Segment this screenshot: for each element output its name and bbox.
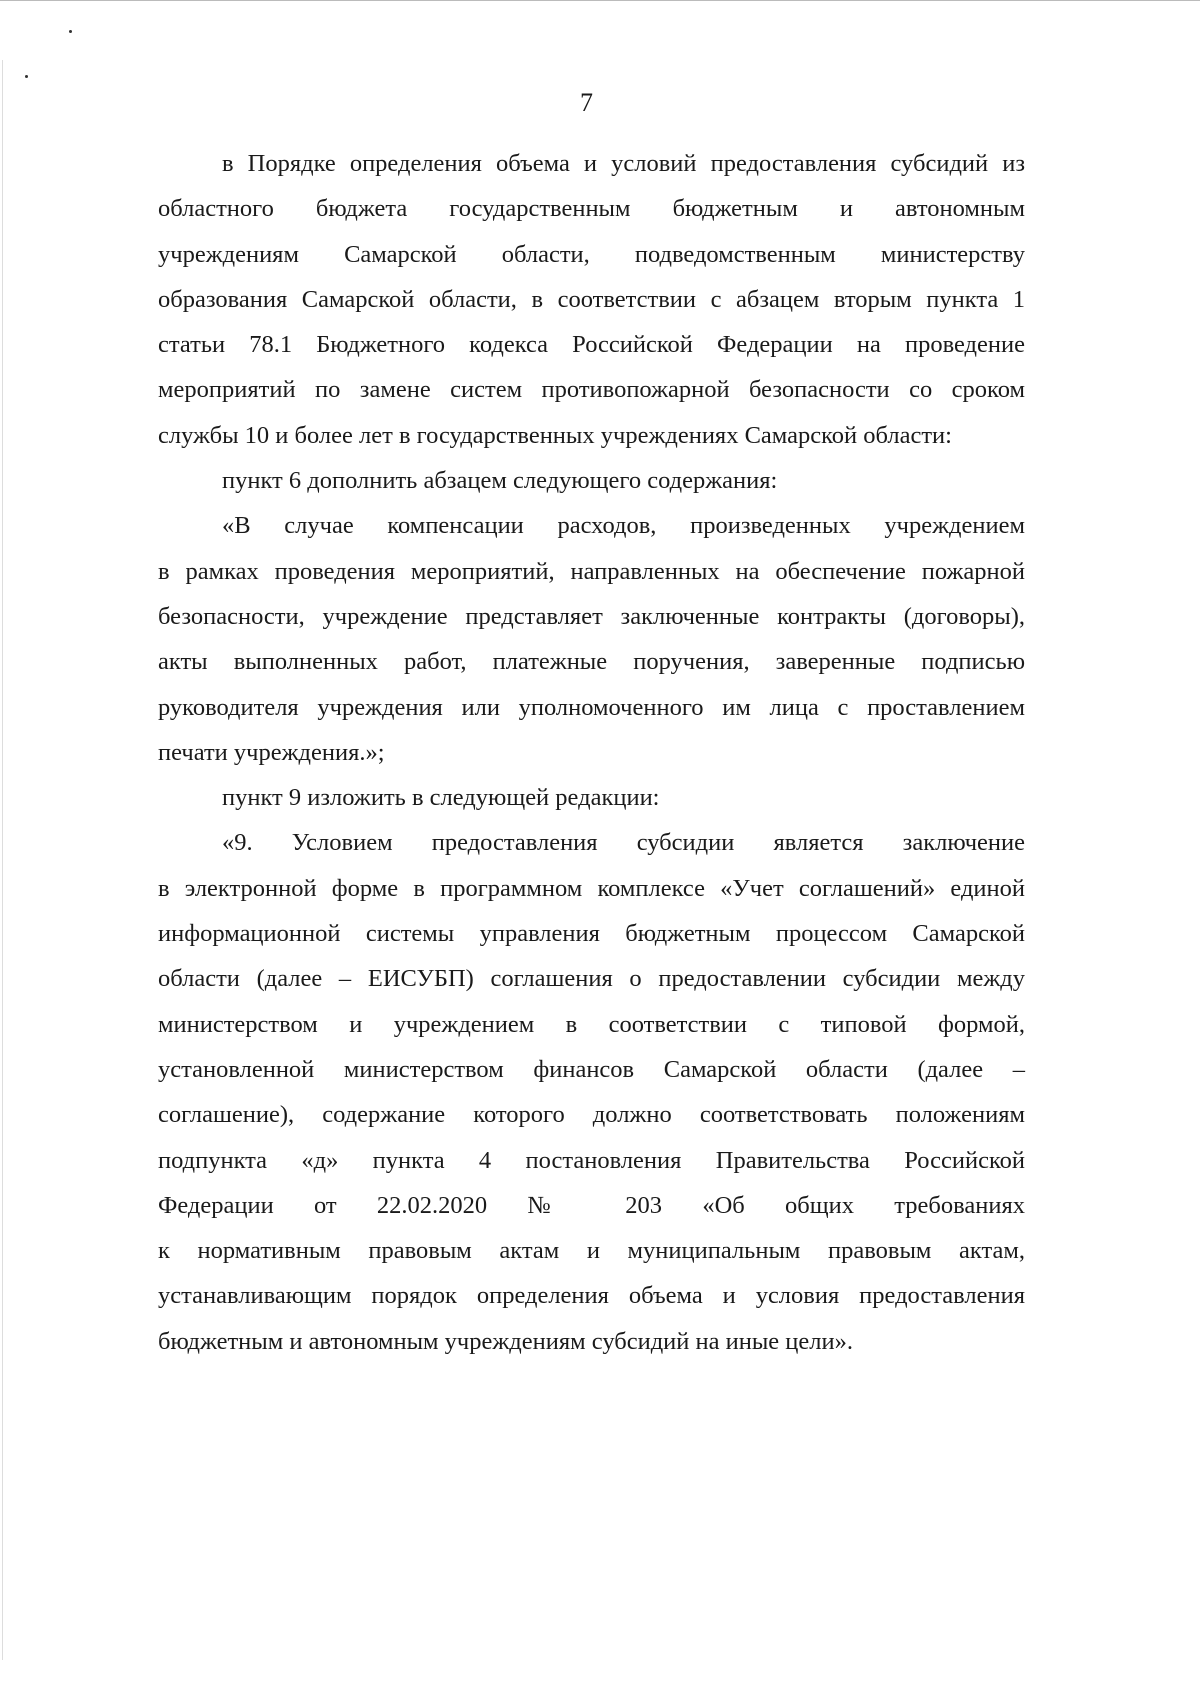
text-line: подпункта «д» пункта 4 постановления Правительства Российской [158,1146,1025,1174]
text-line: учреждениям Самарской области, подведомственным министерству [158,240,1025,268]
text-line: установленной министерством финансов Самарской области (далее – [158,1055,1025,1083]
text-line: информационной системы управления бюджетным процессом Самарской [158,920,1025,948]
scan-speck [25,75,28,78]
page-number: 7 [580,88,593,117]
text-line: образования Самарской области, в соответствии с абзацем вторым пункта 1 [158,285,1025,313]
text-line: статьи 78.1 Бюджетного кодекса Российской Федерации на проведение [158,331,1025,359]
text-line: министерством и учреждением в соответствии с типовой формой, [158,1010,1025,1038]
text-line: руководителя учреждения или уполномоченного им лица с проставлением [158,693,1025,721]
text-line: области (далее – ЕИСУБП) соглашения о предоставлении субсидии между [158,965,1025,993]
text-line: службы 10 и более лет в государственных учреждениях Самарской области: [158,421,952,449]
text-line: в электронной форме в программном комплексе «Учет соглашений» единой [158,874,1025,902]
text-line: печати учреждения.»; [158,738,385,766]
text-line: соглашение), содержание которого должно соответствовать положениям [158,1101,1025,1129]
text-line: к нормативным правовым актам и муниципальным правовым актам, [158,1237,1025,1265]
text-line: бюджетным и автономным учреждениям субсидий на иные цели». [158,1327,853,1355]
text-line: пункт 6 дополнить абзацем следующего содержания: [222,467,778,495]
document-body [158,141,1025,1364]
text-line: пункт 9 изложить в следующей редакции: [222,784,660,812]
text-line: мероприятий по замене систем противопожарной безопасности со сроком [158,376,1025,404]
text-line: «9. Условием предоставления субсидии является заключение [222,829,1025,857]
text-line: в рамках проведения мероприятий, направленных на обеспечение пожарной [158,557,1025,585]
text-line: в Порядке определения объема и условий предоставления субсидий из [222,150,1025,177]
text-line: акты выполненных работ, платежные поручения, заверенные подписью [158,648,1025,676]
scan-speck [69,30,72,33]
text-line: областного бюджета государственным бюджетным и автономным [158,195,1025,223]
scan-left-edge [2,60,3,1660]
scan-top-edge [0,0,1200,1]
text-line: устанавливающим порядок определения объема и условия предоставления [158,1282,1025,1310]
text-line: безопасности, учреждение представляет заключенные контракты (договоры), [158,602,1025,630]
text-line: «В случае компенсации расходов, произведенных учреждением [222,512,1025,540]
text-line: Федерации от 22.02.2020 № 203 «Об общих требованиях [158,1191,1025,1219]
